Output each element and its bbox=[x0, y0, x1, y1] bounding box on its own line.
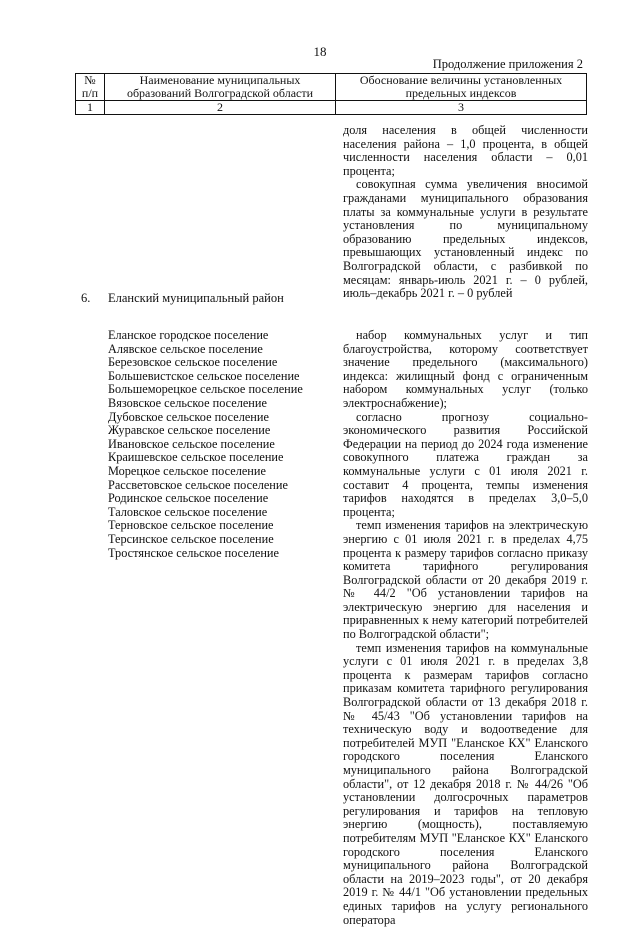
justification-paragraph: набор коммунальных услуг и тип благоустройства, которому соответствует значение предельного (максимального) индекса: жилищный фонд с ограниченным набором коммунальных услуг (только электроснабжение); bbox=[343, 328, 588, 410]
carryover-paragraph: доля населения в общей численности населения района – 1,0 процента, в общей численности населения области – 0,01 процента; bbox=[343, 123, 588, 178]
header-col-name: Наименование муниципальных образований Волгоградской области bbox=[105, 74, 336, 101]
justification-paragraph: темп изменения тарифов на коммунальные услуги с 01 июля 2021 г. в пределах 3,8 процента к размерам тарифов согласно приказам комитета тарифного регулирования Волгоградской области от 13 декабря 2018 г. № 45/43 "Об установлении тарифов на техническую воду и водоотведение для потребителей МУП "Еланское КХ" Еланского городского поселения Еланского муниципального района Волгоградской области", от 12 декабря 2018 г. № 44/26 "Об установлении долгосрочных параметров регулирования и тарифов на тепловую энергию (мощность), поставляемую потребителям МУП "Еланское КХ" Еланского городского поселения Еланского муниципального района Волгоградской области на 2019–2023 годы", от 20 декабря 2019 г. № 44/1 "Об установлении предельных единых тарифов на услугу регионального оператора bbox=[343, 640, 588, 927]
settlement-item: Журавское сельское поселение bbox=[108, 423, 271, 438]
justification-paragraph: согласно прогнозу социально-экономического развития Российской Федерации на период до 2024 года изменение совокупного платежа граждан за коммунальные услуги с 01 июля 2021 г. составит 4 процента, темпы изменения тарифов находятся в пределах 3,0–5,0 процента; bbox=[343, 409, 588, 519]
settlement-item: Ивановское сельское поселение bbox=[108, 436, 275, 451]
header-col-justification: Обоснование величины установленных предельных индексов bbox=[336, 74, 587, 101]
settlement-item: Тростянское сельское поселение bbox=[108, 545, 279, 560]
header-numbering-row bbox=[76, 101, 587, 115]
settlement-item: Дубовское сельское поселение bbox=[108, 409, 269, 424]
justification-paragraph: темп изменения тарифов на электрическую энергию с 01 июля 2021 г. в пределах 4,75 процента к размеру тарифов согласно приказу комитета тарифного регулирования Волгоградской области от 20 декабря 2019 г. № 44/2 "Об установлении тарифов на электрическую энергию для населения и приравненных к нему категорий потребителей по Волгоградской области"; bbox=[343, 518, 588, 642]
settlement-item: Таловское сельское поселение bbox=[108, 504, 268, 519]
settlement-item: Терновское сельское поселение bbox=[108, 518, 274, 533]
header-num-3: 3 bbox=[336, 101, 587, 115]
settlement-item: Большеморецкое сельское поселение bbox=[108, 382, 303, 397]
table-header bbox=[75, 73, 587, 115]
justification-text bbox=[343, 329, 588, 927]
settlement-list bbox=[108, 329, 303, 560]
settlement-item: Рассветовское сельское поселение bbox=[108, 477, 288, 492]
header-col-number: № п/п bbox=[76, 74, 105, 101]
settlement-item: Родинское сельское поселение bbox=[108, 491, 269, 506]
district-name: Еланский муниципальный район bbox=[108, 291, 284, 305]
carryover-text bbox=[343, 124, 588, 301]
settlement-item: Терсинское сельское поселение bbox=[108, 531, 274, 546]
settlement-item: Алявское сельское поселение bbox=[108, 341, 263, 356]
settlement-item: Краишевское сельское поселение bbox=[108, 450, 284, 465]
header-row bbox=[76, 74, 587, 101]
header-num-1: 1 bbox=[76, 101, 105, 115]
carryover-paragraph: совокупная сумма увеличения вносимой гражданами муниципального образования платы за коммунальные услуги в результате установления по муниципальному образованию предельных индексов, превышающих установленный индекс по Волгоградской области, с разбивкой по месяцам: январь-июль 2021 г. – 0 рублей, июль–декабрь 2021 г. – 0 рублей bbox=[343, 177, 588, 301]
settlement-item: Морецкое сельское поселение bbox=[108, 463, 266, 478]
settlement-item: Вязовское сельское поселение bbox=[108, 395, 267, 410]
page-number: 18 bbox=[313, 44, 327, 59]
section-number: 6. bbox=[81, 291, 91, 305]
header-num-2: 2 bbox=[105, 101, 336, 115]
settlement-item: Еланское городское поселение bbox=[108, 328, 269, 342]
settlement-item: Березовское сельское поселение bbox=[108, 355, 278, 370]
continuation-label: Продолжение приложения 2 bbox=[432, 57, 583, 71]
settlement-item: Большевистское сельское поселение bbox=[108, 368, 300, 383]
